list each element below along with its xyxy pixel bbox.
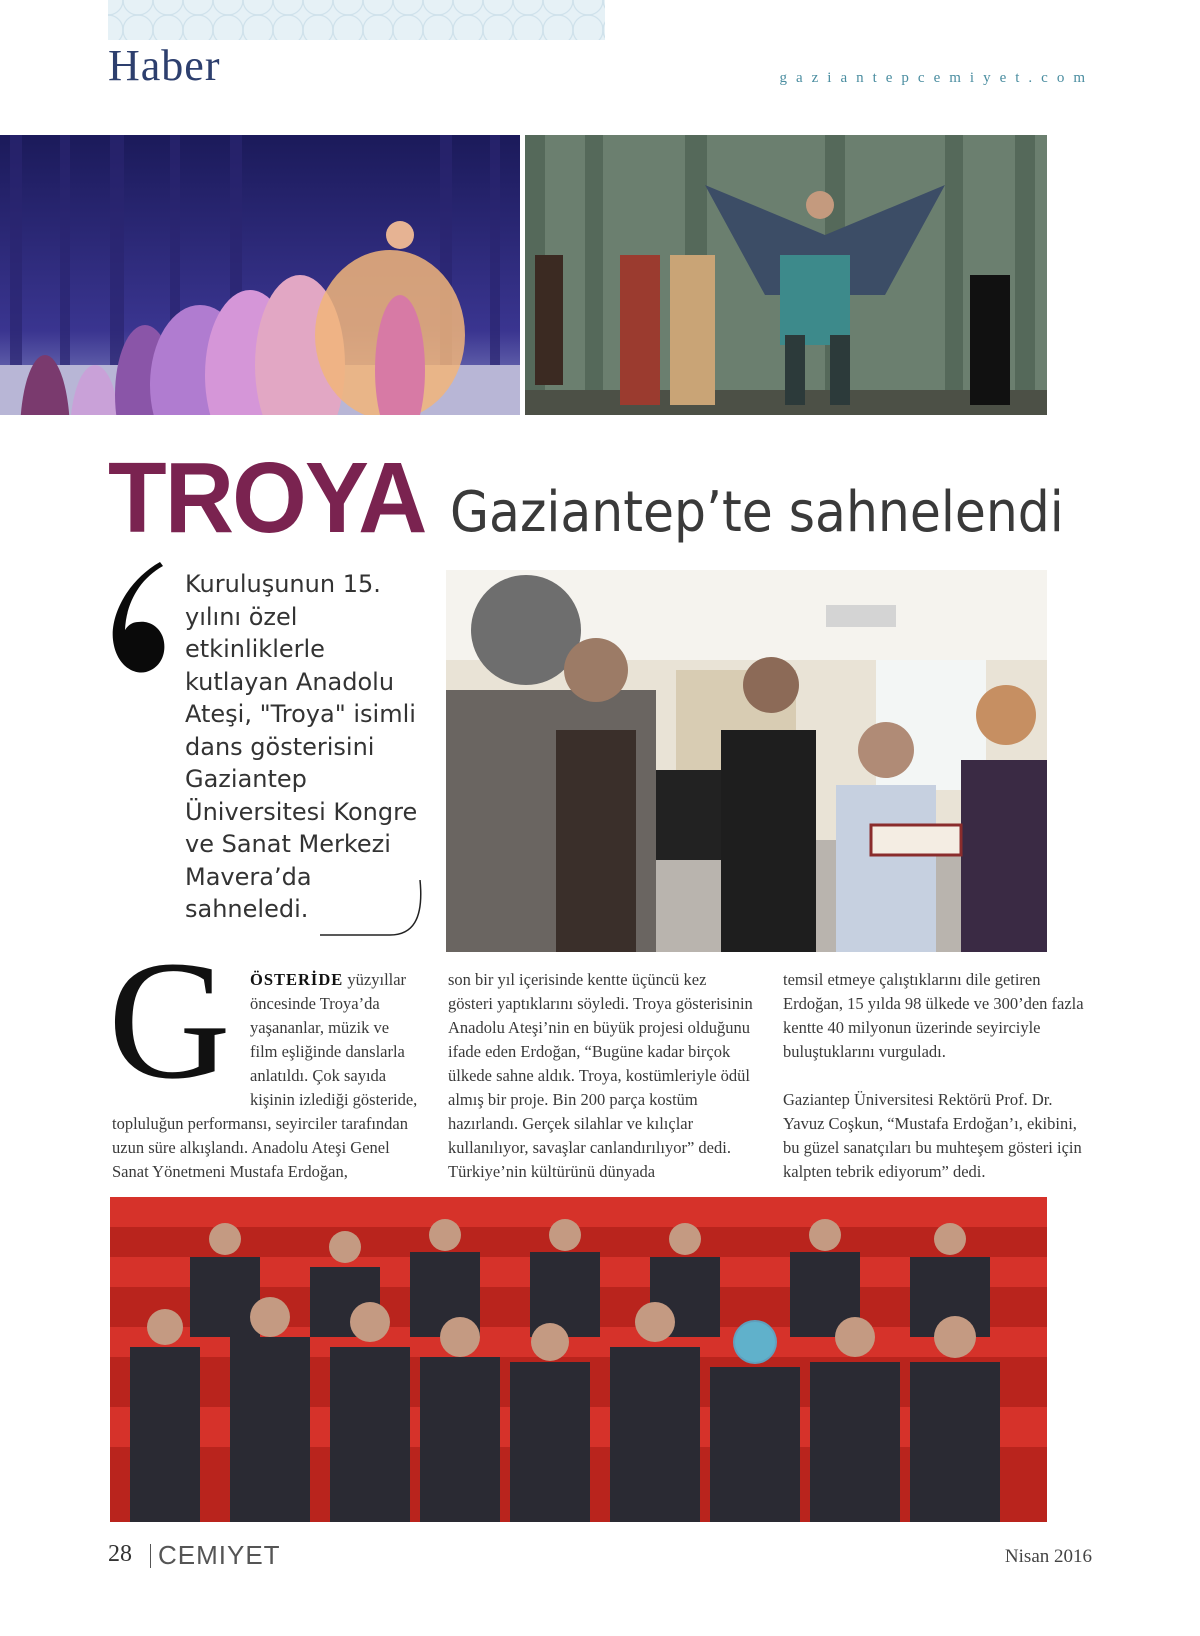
header-pattern xyxy=(108,0,605,40)
drop-cap: G xyxy=(108,926,231,1114)
issue-date: Nisan 2016 xyxy=(1004,1546,1092,1567)
article-col1-top-text: yüzyıllar öncesinde Troya’da yaşananlar, müzik ve film eşliğinde danslarla anlatıldı. Çok sayıda kişinin izlediği gösteride, xyxy=(250,970,418,1109)
headline: TROYA xyxy=(108,442,426,554)
quote-mark-icon xyxy=(108,560,168,680)
site-url: gaziantepcemiyet.com xyxy=(779,70,1094,86)
lead-text: Kuruluşunun 15. yılını özel etkinliklerle kutlayan Anadolu Ateşi, "Troya" isimli dans gösterisini Gaziantep Üniversitesi Kongre ve Sanat Merkezi Mavera’da sahneledi. xyxy=(185,570,418,923)
article-col2: son bir yıl içerisinde kentte üçüncü kez gösteri yaptıklarını söyledi. Troya gösterisinin Anadolu Ateşi’nin en büyük projesi olduğunu ifade eden Erdoğan, “Bugüne kadar birçok ülkede sahne aldık. Troya, kostümleriyle ödül almış bir proje. Bin 200 parça kostüm hazırlandı. Gerçek silahlar ve kılıçlar kullanılıyor, savaşlar canlandırılıyor” dedi. Türkiye’nin kültürünü dünyada xyxy=(448,970,753,1181)
article-col3 xyxy=(783,968,1088,1184)
section-label: Haber xyxy=(108,41,221,90)
article-col3-p1: temsil etmeye çalıştıklarını dile getiren Erdoğan, 15 yılda 98 ülkede ve 300’den fazla kentte 40 milyonun üzerinde seyirciyle buluştuklarını vurguladı. xyxy=(783,970,1084,1061)
photo-costumes xyxy=(525,135,1047,415)
photo-ceremony xyxy=(446,570,1047,952)
photo-audience xyxy=(110,1197,1047,1522)
magazine-name: CEMIYET xyxy=(158,1540,281,1570)
footer-divider xyxy=(150,1544,151,1568)
page-number: 28 xyxy=(108,1541,132,1567)
photo-dancers xyxy=(0,135,520,415)
lead-ornament xyxy=(320,880,428,940)
lead-word: ÖSTERİDE xyxy=(250,970,344,989)
article-col1-top xyxy=(250,968,418,1112)
headline-sub: Gaziantep’te sahnelendi xyxy=(450,480,1064,545)
article-col1-bottom: topluluğun performansı, seyirciler tarafından uzun süre alkışlandı. Anadolu Ateşi Genel Sanat Yönetmeni Mustafa Erdoğan, xyxy=(112,1114,408,1181)
article-col3-p2: Gaziantep Üniversitesi Rektörü Prof. Dr. Yavuz Coşkun, “Mustafa Erdoğan’ı, ekibini, bu güzel sanatçıları bu muhteşem gösteri için kalpten tebrik ediyorum” dedi. xyxy=(783,1090,1082,1181)
